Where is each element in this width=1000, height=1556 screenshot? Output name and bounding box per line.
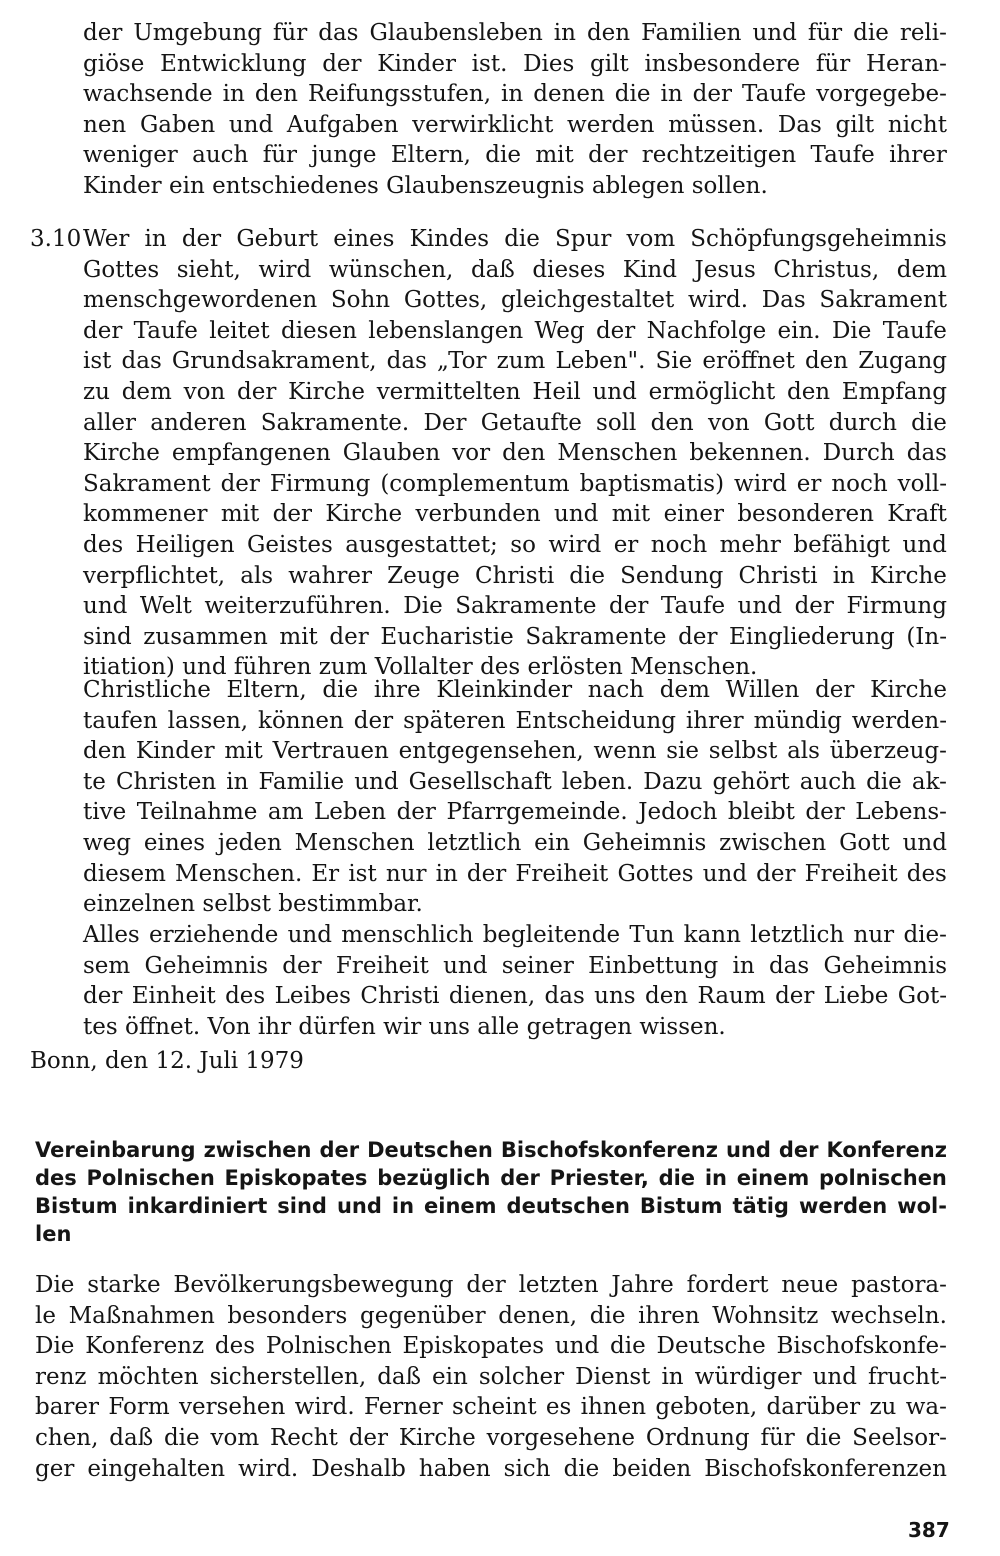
paragraph-agreement-line: chen, daß die vom Recht der Kirche vorgesehene Ordnung für die Seelsor- — [35, 1425, 947, 1451]
agreement-heading-line: Vereinbarung zwischen der Deutschen Bischofskonferenz und der Konferenz — [35, 1138, 947, 1162]
paragraph-agreement-line: Die Konferenz des Polnischen Episkopates und die Deutsche Bischofskonfe- — [35, 1333, 947, 1360]
paragraph-3-10-line: Wer in der Geburt eines Kindes die Spur vom Schöpfungsgeheimnis — [83, 226, 947, 252]
agreement-heading-line: len — [35, 1222, 72, 1246]
paragraph-3-10-line: itiation) und führen zum Vollalter des erlösten Menschen. — [83, 654, 758, 681]
agreement-heading-line: des Polnischen Episkopates bezüglich der Priester, die in einem polnischen — [35, 1166, 947, 1190]
paragraph-3-10-line: der Taufe leitet diesen lebenslangen Weg der Nachfolge ein. Die Taufe — [83, 317, 947, 344]
paragraph-3-10-line: ist das Grundsakrament, das „Tor zum Leben". Sie eröffnet den Zugang — [83, 348, 947, 375]
paragraph-parents-line: weg eines jeden Menschen letztlich ein Geheimnis zwischen Gott und — [83, 830, 947, 856]
paragraph-intro-line: wachsende in den Reifungsstufen, in denen die in der Taufe vorgegebe- — [83, 81, 947, 108]
paragraph-3-10-line: menschgewordenen Sohn Gottes, gleichgestaltet wird. Das Sakrament — [83, 287, 947, 314]
paragraph-closing-line: der Einheit des Leibes Christi dienen, das uns den Raum der Liebe Got- — [83, 983, 947, 1010]
paragraph-agreement-line: ger eingehalten wird. Deshalb haben sich die beiden Bischofskonferenzen — [35, 1455, 947, 1482]
paragraph-parents-line: tive Teilnahme am Leben der Pfarrgemeinde. Jedoch bleibt der Lebens- — [83, 799, 947, 826]
paragraph-3-10-line: Gottes sieht, wird wünschen, daß dieses Kind Jesus Christus, dem — [83, 256, 947, 283]
section-number: 3.10 — [30, 226, 82, 252]
paragraph-closing-line: Alles erziehende und menschlich begleitende Tun kann letztlich nur die- — [83, 922, 947, 948]
paragraph-intro-line: der Umgebung für das Glaubensleben in den Familien und für die reli- — [83, 20, 947, 46]
paragraph-parents-line: Christliche Eltern, die ihre Kleinkinder nach dem Willen der Kirche — [83, 677, 947, 703]
paragraph-closing-line: sem Geheimnis der Freiheit und seiner Einbettung in das Geheimnis — [83, 952, 947, 979]
paragraph-agreement-line: Die starke Bevölkerungsbewegung der letzten Jahre fordert neue pastora- — [35, 1272, 947, 1298]
agreement-heading-line: Bistum inkardiniert sind und in einem deutschen Bistum tätig werden wol- — [35, 1194, 947, 1218]
paragraph-3-10-line: aller anderen Sakramente. Der Getaufte soll den von Gott durch die — [83, 409, 947, 436]
paragraph-3-10-line: und Welt weiterzuführen. Die Sakramente der Taufe und der Firmung — [83, 593, 947, 620]
paragraph-agreement-line: le Maßnahmen besonders gegenüber denen, die ihren Wohnsitz wechseln. — [35, 1302, 947, 1329]
paragraph-3-10-line: verpflichtet, als wahrer Zeuge Christi die Sendung Christi in Kirche — [83, 562, 947, 589]
paragraph-intro-line: nen Gaben und Aufgaben verwirklicht werden müssen. Das gilt nicht — [83, 111, 947, 138]
paragraph-intro-line: weniger auch für junge Eltern, die mit der rechtzeitigen Taufe ihrer — [83, 142, 947, 169]
paragraph-3-10-line: Kirche empfangenen Glauben vor den Menschen bekennen. Durch das — [83, 440, 947, 467]
page-number: 387 — [908, 1518, 950, 1542]
paragraph-3-10-line: sind zusammen mit der Eucharistie Sakramente der Eingliederung (In- — [83, 623, 947, 650]
paragraph-intro-line: giöse Entwicklung der Kinder ist. Dies gilt insbesondere für Heran- — [83, 50, 947, 77]
paragraph-parents-line: taufen lassen, können der späteren Entscheidung ihrer mündig werden- — [83, 707, 947, 734]
paragraph-closing-line: tes öffnet. Von ihr dürfen wir uns alle getragen wissen. — [83, 1013, 726, 1040]
paragraph-parents-line: te Christen in Familie und Gesellschaft leben. Dazu gehört auch die ak- — [83, 768, 947, 795]
paragraph-intro-line: Kinder ein entschiedenes Glaubenszeugnis ablegen sollen. — [83, 173, 768, 199]
paragraph-parents-line: diesem Menschen. Er ist nur in der Freiheit Gottes und der Freiheit des — [83, 860, 947, 887]
paragraph-agreement-line: barer Form versehen wird. Ferner scheint es ihnen geboten, darüber zu wa- — [35, 1394, 947, 1421]
paragraph-3-10-line: Sakrament der Firmung (complementum baptismatis) wird er noch voll- — [83, 470, 947, 497]
paragraph-parents-line: den Kinder mit Vertrauen entgegensehen, wenn sie selbst als überzeug- — [83, 738, 947, 765]
paragraph-3-10-line: kommener mit der Kirche verbunden und mit einer besonderen Kraft — [83, 501, 947, 528]
paragraph-parents-line: einzelnen selbst bestimmbar. — [83, 891, 423, 918]
date-line: Bonn, den 12. Juli 1979 — [30, 1048, 304, 1074]
paragraph-3-10-line: des Heiligen Geistes ausgestattet; so wird er noch mehr befähigt und — [83, 532, 947, 558]
paragraph-3-10-line: zu dem von der Kirche vermittelten Heil und ermöglicht den Empfang — [83, 379, 947, 405]
paragraph-agreement-line: renz möchten sicherstellen, daß ein solcher Dienst in würdiger und frucht- — [35, 1363, 947, 1390]
